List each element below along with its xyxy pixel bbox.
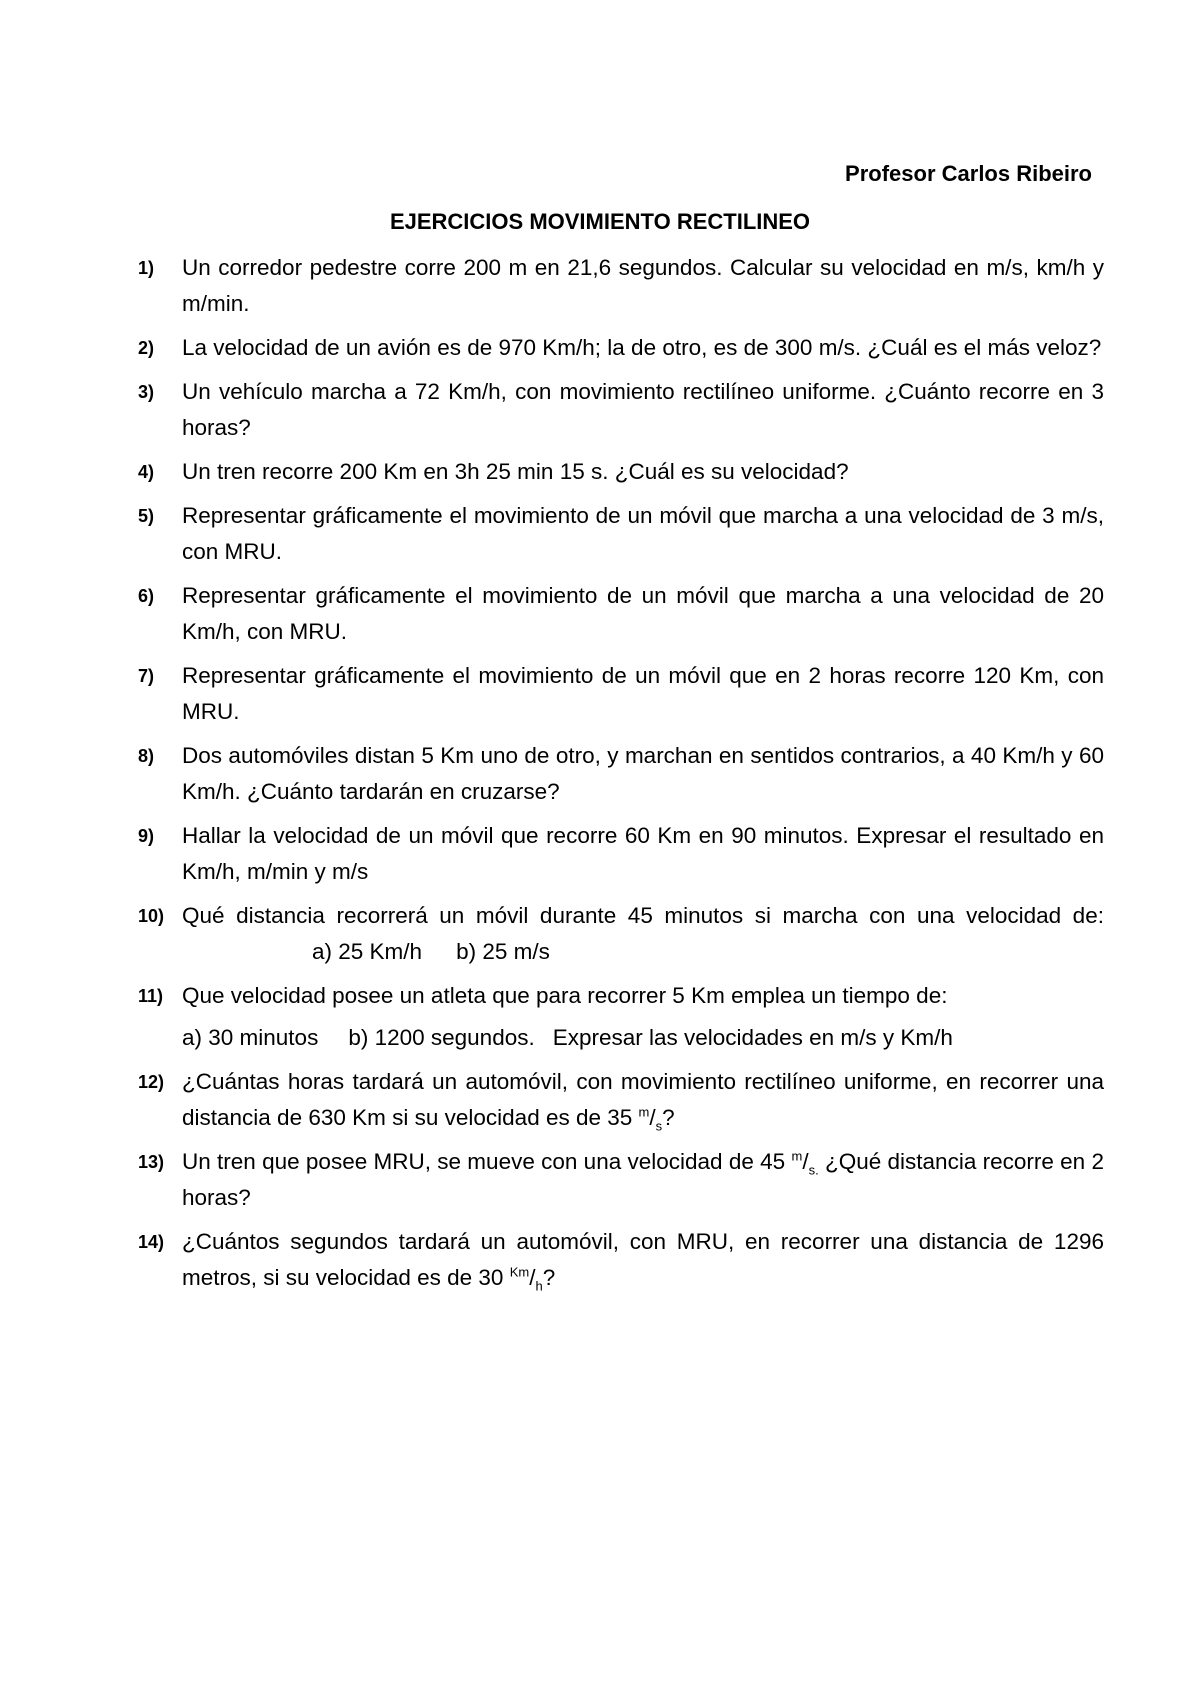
exercise-item <box>138 818 1104 890</box>
exercise-number: 8) <box>138 746 155 766</box>
exercise-text: ¿Cuántas horas tardará un automóvil, con movimiento rectilíneo uniforme, en recorrer una distancia de 630 Km si su velocidad es de 35 <box>182 1069 1104 1130</box>
unit-denominator: s. <box>808 1162 819 1178</box>
exercise-options <box>182 1020 1104 1056</box>
exercise-number: 11) <box>138 986 164 1006</box>
exercise-item <box>138 738 1104 810</box>
exercise-item <box>138 578 1104 650</box>
option-b: b) 1200 segundos. <box>348 1025 535 1050</box>
exercise-item <box>138 978 1104 1056</box>
option-a: a) 30 minutos <box>182 1025 319 1050</box>
exercise-number: 6) <box>138 586 155 606</box>
exercise-number: 7) <box>138 666 155 686</box>
author-name: Profesor Carlos Ribeiro <box>845 161 1092 186</box>
exercise-text: ¿Cuántos segundos tardará un automóvil, con MRU, en recorrer una distancia de 1296 metros, si su velocidad es de 30 <box>182 1229 1104 1290</box>
exercise-number: 9) <box>138 826 155 846</box>
exercise-text: Representar gráficamente el movimiento de un móvil que marcha a una velocidad de 3 m/s, con MRU. <box>182 503 1104 564</box>
exercise-text: Hallar la velocidad de un móvil que recorre 60 Km en 90 minutos. Expresar el resultado en Km/h, m/min y m/s <box>182 823 1104 884</box>
exercise-number: 14) <box>138 1232 165 1252</box>
exercise-text: Un tren recorre 200 Km en 3h 25 min 15 s. ¿Cuál es su velocidad? <box>182 459 849 484</box>
unit-numerator: Km <box>509 1264 530 1280</box>
exercise-number: 1) <box>138 258 155 278</box>
exercise-number: 13) <box>138 1152 165 1172</box>
exercise-item <box>138 250 1104 322</box>
exercise-item: 12) ¿Cuántas horas tardará un automóvil, con movimiento rectilíneo uniforme, en recorrer una distancia de 630 Km si su velocidad es de 35 $^m/_s$? <box>138 1064 1104 1136</box>
exercise-text-continued: velocidad de: <box>966 903 1104 928</box>
exercise-item: 13) Un tren que posee MRU, se mueve con una velocidad de 45 $^m/_{s.}$ ¿Qué distancia recorre en 2 horas? <box>138 1144 1104 1216</box>
exercise-item <box>138 330 1104 366</box>
exercise-item <box>138 374 1104 446</box>
exercise-text: Que velocidad posee un atleta que para recorrer 5 Km emplea un tiempo de: <box>182 983 948 1008</box>
exercise-number: 3) <box>138 382 155 402</box>
unit-numerator: m <box>638 1104 650 1120</box>
option-instruction: Expresar las velocidades en m/s y Km/h <box>552 1025 953 1050</box>
exercise-text-end: ? <box>662 1105 675 1130</box>
exercise-number: 4) <box>138 462 155 482</box>
exercise-text: Un vehículo marcha a 72 Km/h, con movimiento rectilíneo uniforme. ¿Cuánto recorre en 3 horas? <box>182 379 1104 440</box>
exercise-text: Representar gráficamente el movimiento de un móvil que marcha a una velocidad de 20 Km/h, con MRU. <box>182 583 1104 644</box>
exercise-item <box>138 454 1104 490</box>
exercise-number: 10) <box>138 906 165 926</box>
exercise-text: Un corredor pedestre corre 200 m en 21,6 segundos. Calcular su velocidad en m/s, km/h y m/min. <box>182 255 1104 316</box>
exercise-number: 2) <box>138 338 155 358</box>
exercise-number: 12) <box>138 1072 165 1092</box>
exercise-item <box>138 898 1104 970</box>
exercise-text: La velocidad de un avión es de 970 Km/h; la de otro, es de 300 m/s. ¿Cuál es el más veloz? <box>182 335 1102 360</box>
exercise-item: 14) ¿Cuántos segundos tardará un automóvil, con MRU, en recorrer una distancia de 1296 metros, si su velocidad es de 30 $^{Km}/_h$? <box>138 1224 1104 1296</box>
exercise-list <box>138 250 1104 1304</box>
exercise-item <box>138 498 1104 570</box>
exercise-text: Representar gráficamente el movimiento de un móvil que en 2 horas recorre 120 Km, con MRU. <box>182 663 1104 724</box>
exercise-item <box>138 658 1104 730</box>
unit-denominator: s <box>655 1118 663 1134</box>
exercise-text: Dos automóviles distan 5 Km uno de otro, y marchan en sentidos contrarios, a 40 Km/h y 60 Km/h. ¿Cuánto tardarán en cruzarse? <box>182 743 1104 804</box>
exercise-text-end: ? <box>542 1265 556 1290</box>
unit-denominator: h <box>535 1278 543 1294</box>
exercise-text-end: ¿Qué distancia recorre en 2 horas? <box>182 1149 1104 1210</box>
exercise-text: Un tren que posee MRU, se mueve con una velocidad de 45 <box>182 1149 786 1174</box>
document-title: EJERCICIOS MOVIMIENTO RECTILINEO <box>389 209 811 234</box>
exercise-number: 5) <box>138 506 155 526</box>
exercise-text: Qué distancia recorrerá un móvil durante 45 minutos si marcha con una <box>182 903 955 928</box>
option-a: a) 25 Km/h <box>312 939 423 964</box>
option-b: b) 25 m/s <box>456 939 550 964</box>
unit-numerator: m <box>791 1148 803 1164</box>
